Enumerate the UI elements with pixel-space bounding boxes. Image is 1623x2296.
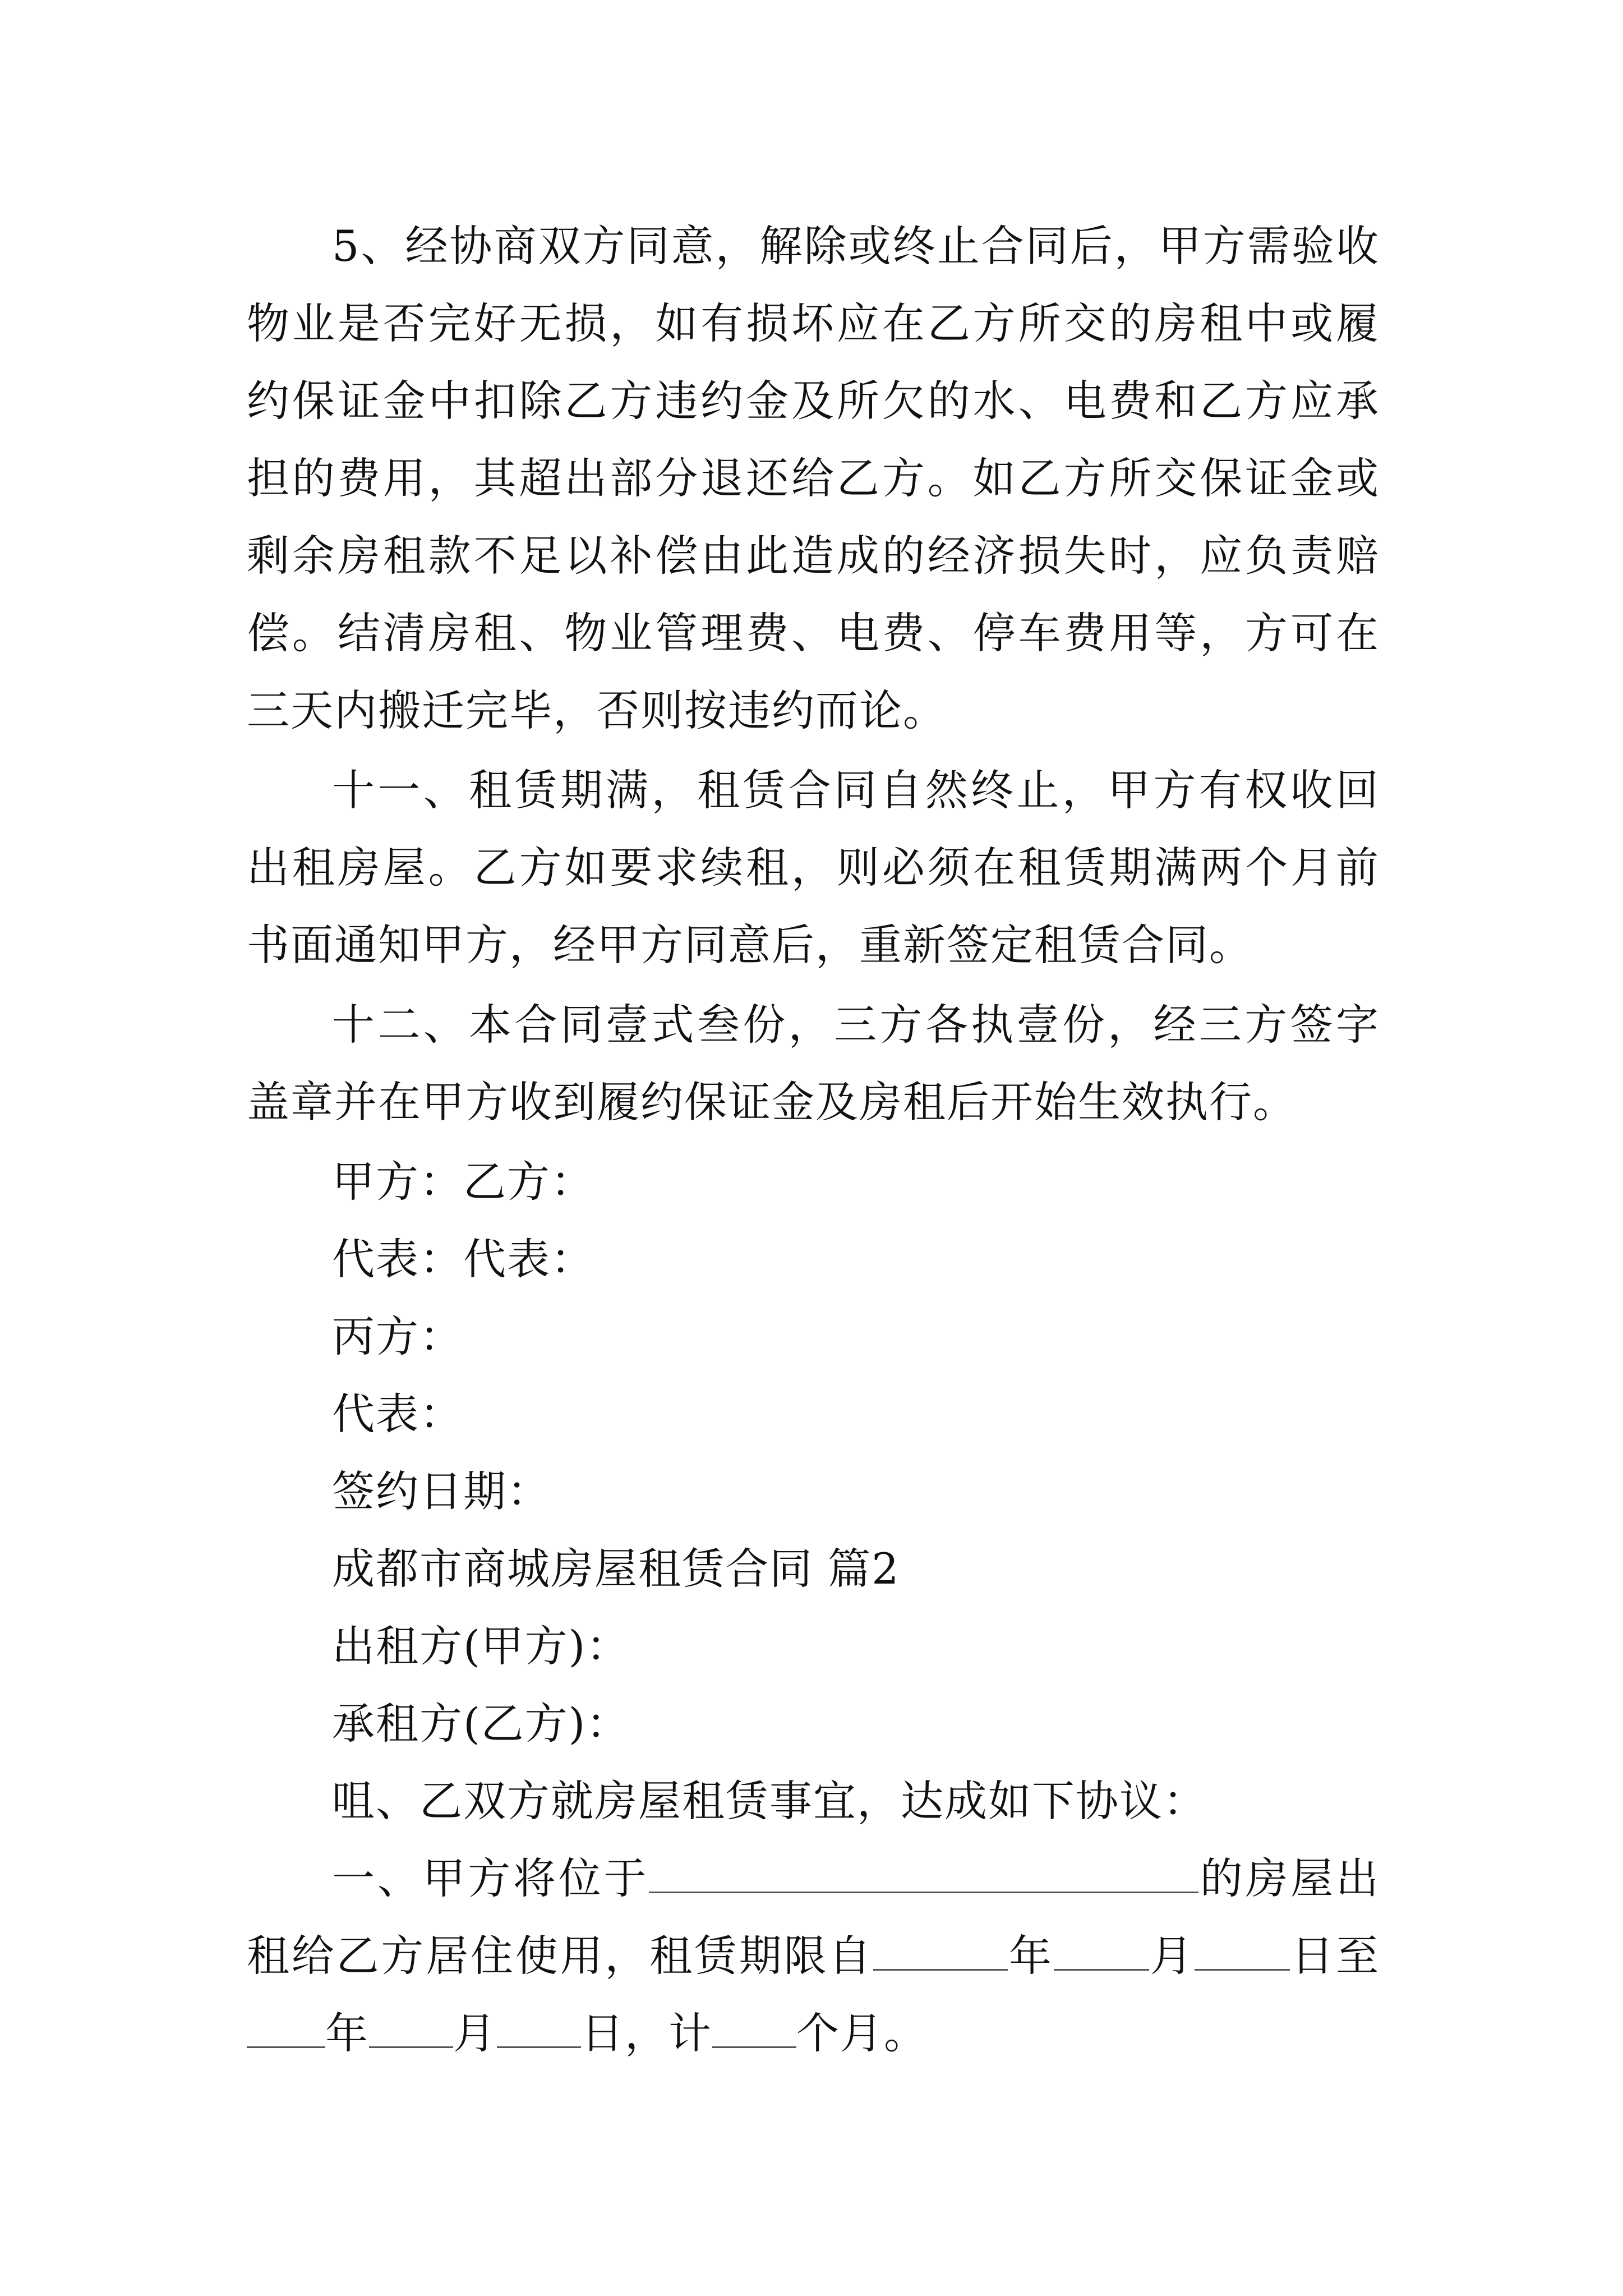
clause-11-paragraph: 十一、租赁期满，租赁合同自然终止，甲方有权收回出租房屋。乙方如要求续租，则必须在租赁期满两个月前书面通知甲方，经甲方同意后，重新签定租赁合同。 <box>247 765 1380 970</box>
signature-representatives: 代表：代表： <box>332 1234 594 1284</box>
end-year-label: 年 <box>325 2008 369 2058</box>
clause-12-paragraph: 十二、本合同壹式叁份，三方各执壹份，经三方签字盖章并在甲方收到履约保证金及房租后开始生效执行。 <box>247 1000 1380 1127</box>
end-month-blank[interactable] <box>369 2009 453 2048</box>
end-day-label: 日，计 <box>581 2008 712 2058</box>
start-year-label: 年 <box>1008 1931 1054 1981</box>
agreement-intro: 咀、乙双方就房屋租赁事宜，达成如下协议： <box>332 1776 1207 1826</box>
signature-party-a-b: 甲方：乙方： <box>332 1157 594 1207</box>
signing-date: 签约日期： <box>332 1466 551 1516</box>
lessor-line: 出租方(甲方)： <box>332 1621 630 1671</box>
end-day-blank[interactable] <box>497 2009 581 2048</box>
end-year-blank[interactable] <box>247 2009 325 2048</box>
signature-party-c: 丙方： <box>332 1312 463 1361</box>
months-count-blank[interactable] <box>712 2009 796 2048</box>
start-day-label: 日至 <box>1290 1931 1380 1981</box>
start-day-blank[interactable] <box>1195 1932 1290 1971</box>
lessee-line: 承租方(乙方)： <box>332 1699 630 1749</box>
months-label: 个月。 <box>796 2008 928 2058</box>
start-month-label: 月 <box>1149 1931 1195 1981</box>
start-month-blank[interactable] <box>1054 1932 1149 1971</box>
start-year-blank[interactable] <box>873 1932 1008 1971</box>
section-2-title: 成都市商城房屋租赁合同 篇2 <box>332 1544 900 1594</box>
signature-representative-c: 代表： <box>332 1389 463 1439</box>
section-2-clause-1 <box>247 1840 1380 2072</box>
clause-5-paragraph: 5、经协商双方同意，解除或终止合同后，甲方需验收物业是否完好无损，如有损坏应在乙方所交的房租中或履约保证金中扣除乙方违约金及所欠的水、电费和乙方应承担的费用，其超出部分退还给乙方。如乙方所交保证金或剩余房租款不足以补偿由此造成的经济损失时，应负责赔偿。结清房租、物业管理费、电费、停车费用等，方可在三天内搬迁完毕，否则按违约而论。 <box>247 221 1380 735</box>
address-blank[interactable] <box>649 1855 1198 1893</box>
document-body <box>247 208 1380 2074</box>
end-month-label: 月 <box>453 2008 497 2058</box>
clause-1-text-location: 一、甲方将位于 <box>332 1853 649 1903</box>
clause-1-text-lease: 的房屋出租给乙方居住使用，租赁期限自 <box>247 1853 1380 1981</box>
